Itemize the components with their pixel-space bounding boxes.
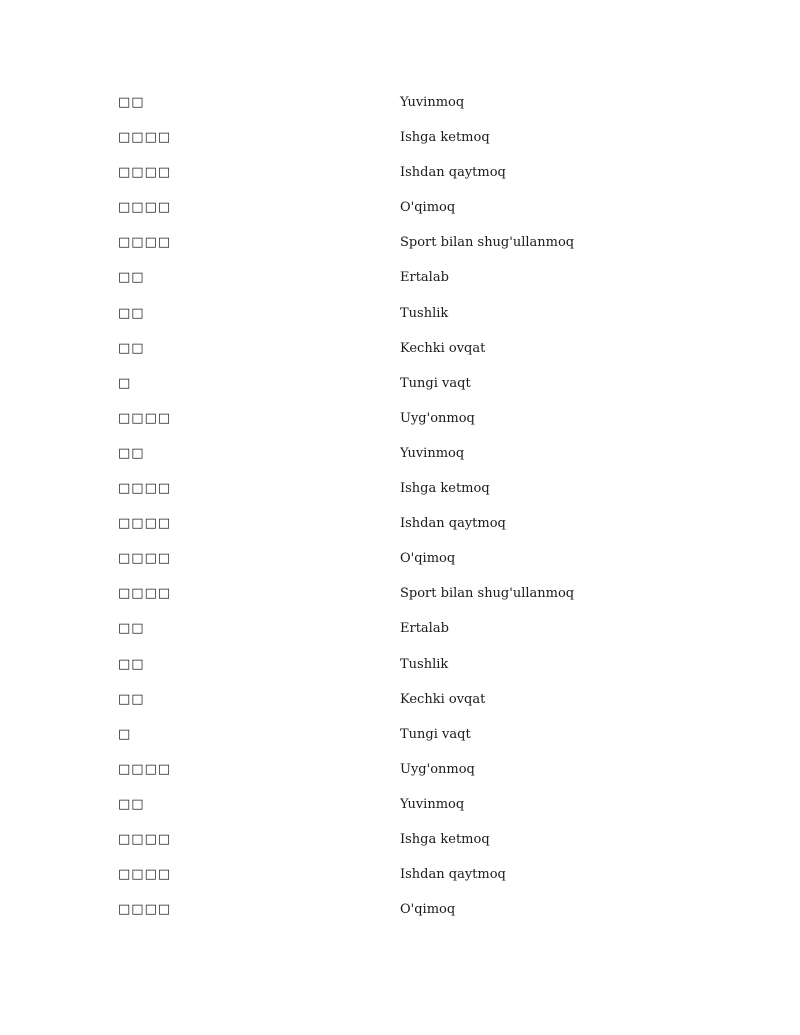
source-term: □□ xyxy=(118,445,145,461)
vocabulary-row xyxy=(118,371,718,406)
uzbek-translation: Sport bilan shug'ullanmoq xyxy=(400,235,575,251)
source-term: □ xyxy=(118,726,132,742)
uzbek-translation: Ishga ketmoq xyxy=(400,130,490,146)
uzbek-translation: Ertalab xyxy=(400,270,449,286)
vocabulary-row xyxy=(118,897,718,932)
uzbek-translation: Tushlik xyxy=(400,656,449,672)
vocabulary-row xyxy=(118,616,718,651)
vocabulary-row xyxy=(118,476,718,511)
vocabulary-row xyxy=(118,581,718,616)
vocabulary-row xyxy=(118,125,718,160)
vocabulary-row xyxy=(118,230,718,265)
uzbek-translation: Ertalab xyxy=(400,621,449,637)
source-term: □□□□ xyxy=(118,516,172,532)
source-term: □□ xyxy=(118,95,145,110)
source-term: □□ xyxy=(118,621,145,637)
vocabulary-row xyxy=(118,652,718,687)
source-term: □□□□ xyxy=(118,235,172,251)
source-term: □□□□ xyxy=(118,481,172,497)
vocabulary-row xyxy=(118,546,718,581)
source-term: □□□□ xyxy=(118,200,172,216)
source-term: □□ xyxy=(118,270,145,286)
uzbek-translation: O'qimoq xyxy=(400,902,456,918)
source-term: □□□□ xyxy=(118,831,172,847)
uzbek-translation: Tushlik xyxy=(400,305,449,321)
vocabulary-row xyxy=(118,406,718,441)
vocabulary-row xyxy=(118,441,718,476)
uzbek-translation: Sport bilan shug'ullanmoq xyxy=(400,586,575,602)
uzbek-translation: Ishdan qaytmoq xyxy=(400,165,506,181)
uzbek-translation: Uyg'onmoq xyxy=(400,761,475,777)
vocabulary-row xyxy=(118,160,718,195)
vocabulary-row xyxy=(118,687,718,722)
source-term: □□□□ xyxy=(118,761,172,777)
source-term: □□□□ xyxy=(118,551,172,567)
vocabulary-row xyxy=(118,757,718,792)
source-term: □□□□ xyxy=(118,867,172,883)
uzbek-translation: Kechki ovqat xyxy=(400,691,486,707)
vocabulary-row xyxy=(118,792,718,827)
vocabulary-row xyxy=(118,827,718,862)
vocabulary-row xyxy=(118,722,718,757)
source-term: □□ xyxy=(118,340,145,356)
source-term: □□□□ xyxy=(118,165,172,181)
vocabulary-row xyxy=(118,511,718,546)
uzbek-translation: Yuvinmoq xyxy=(400,445,465,461)
source-term: □□□□ xyxy=(118,130,172,146)
vocabulary-list xyxy=(118,90,718,932)
vocabulary-row xyxy=(118,90,718,125)
source-term: □□ xyxy=(118,796,145,812)
uzbek-translation: Ishga ketmoq xyxy=(400,481,490,497)
uzbek-translation: Yuvinmoq xyxy=(400,796,465,812)
source-term: □□ xyxy=(118,656,145,672)
source-term: □□□□ xyxy=(118,902,172,918)
uzbek-translation: Ishga ketmoq xyxy=(400,831,490,847)
uzbek-translation: Kechki ovqat xyxy=(400,340,486,356)
uzbek-translation: Tungi vaqt xyxy=(400,375,471,391)
uzbek-translation: O'qimoq xyxy=(400,551,456,567)
uzbek-translation: Ishdan qaytmoq xyxy=(400,516,506,532)
source-term: □□ xyxy=(118,305,145,321)
source-term: □□ xyxy=(118,691,145,707)
vocabulary-row xyxy=(118,862,718,897)
source-term: □□□□ xyxy=(118,410,172,426)
uzbek-translation: Uyg'onmoq xyxy=(400,410,475,426)
vocabulary-row xyxy=(118,301,718,336)
source-term: □ xyxy=(118,375,132,391)
uzbek-translation: Yuvinmoq xyxy=(400,95,465,110)
uzbek-translation: Ishdan qaytmoq xyxy=(400,867,506,883)
vocabulary-row xyxy=(118,336,718,371)
uzbek-translation: Tungi vaqt xyxy=(400,726,471,742)
source-term: □□□□ xyxy=(118,586,172,602)
vocabulary-row xyxy=(118,265,718,300)
vocabulary-row xyxy=(118,195,718,230)
uzbek-translation: O'qimoq xyxy=(400,200,456,216)
